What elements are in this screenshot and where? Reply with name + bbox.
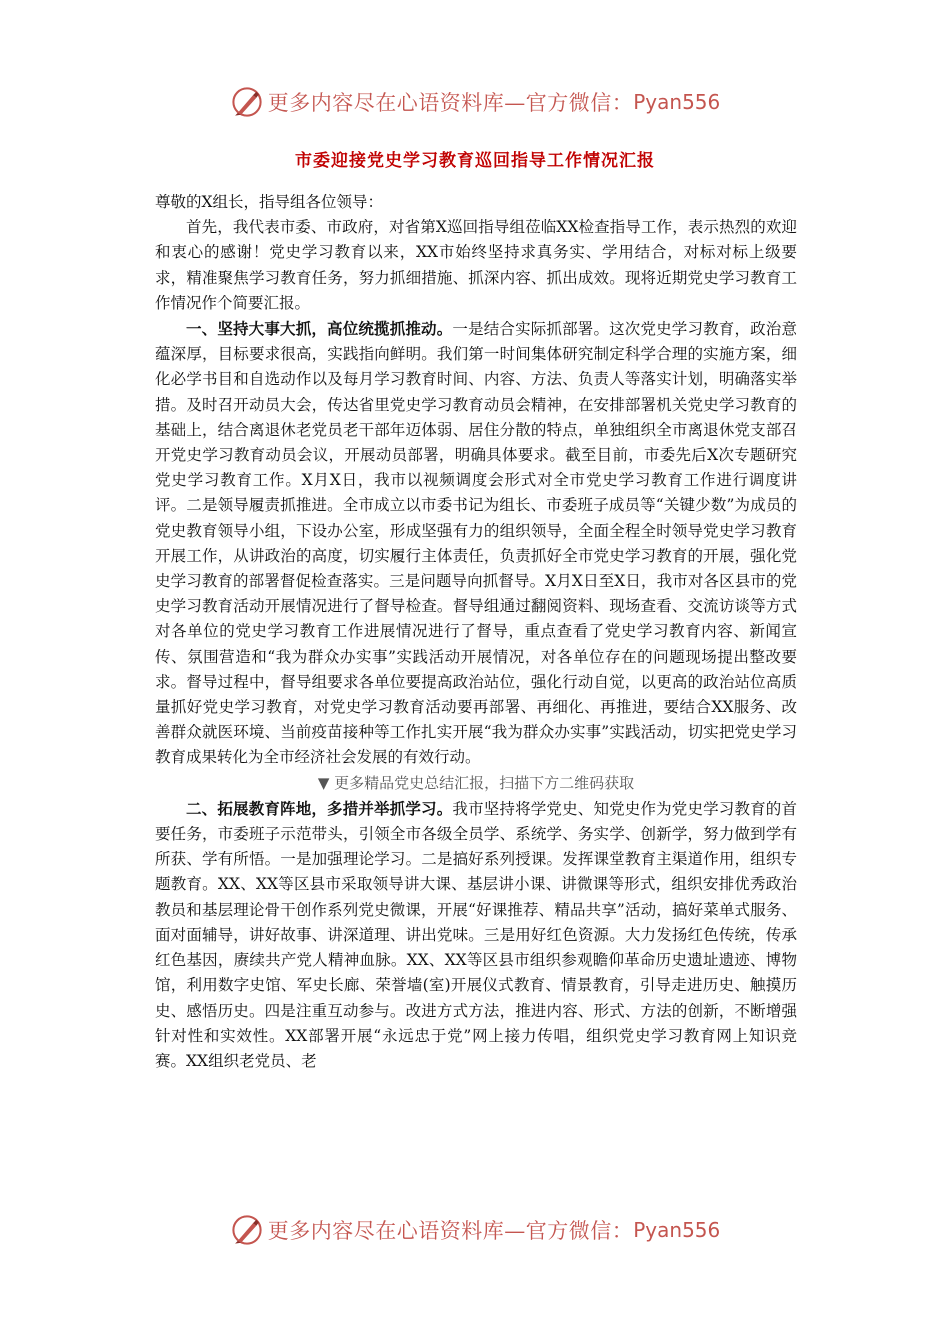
section-1-heading: 一、坚持大事大抓，高位统揽抓推动。: [186, 319, 453, 339]
banner-text: 更多内容尽在心语资料库—官方微信：: [267, 1219, 634, 1243]
pen-logo-icon: [230, 1213, 264, 1247]
document-title: 市委迎接党史学习教育巡回指导工作情况汇报: [295, 151, 655, 171]
section-1-paragraph: [155, 316, 797, 771]
document-body: [155, 190, 797, 1074]
salutation: 尊敬的X组长，指导组各位领导：: [155, 193, 384, 211]
footer-banner: [0, 1210, 950, 1250]
section-2-paragraph: [155, 796, 797, 1074]
header-banner: [0, 82, 950, 122]
qr-code-note: ▼ 更多精品党史总结汇报，扫描下方二维码获取: [317, 773, 635, 792]
intro-paragraph: 首先，我代表市委、市政府，对省第X巡回指导组莅临XX检查指导工作，表示热烈的欢迎和衷心的感谢！党史学习教育以来，XX市始终坚持求真务实、学用结合，对标对标上级要求，精准聚焦学习教育任务，努力抓细措施、抓深内容、抓出成效。现将近期党史学习教育工作情况作个简要汇报。: [155, 218, 797, 312]
banner-wechat-id: Pyan556: [633, 90, 721, 114]
banner-wechat-id: Pyan556: [633, 1218, 721, 1242]
section-2-heading: 二、拓展教育阵地，多措并举抓学习。: [186, 798, 453, 818]
section-2-body: 我市坚持将学党史、知党史作为党史学习教育的首要任务，市委班子示范带头，引领全市各级全员学、系统学、务实学、创新学，努力做到学有所获、学有所悟。一是加强理论学习。二是搞好系列授课。发挥课堂教育主渠道作用，组织专题教育。XX、XX等区县市采取领导讲大课、基层讲小课、讲微课等形式，组织安排优秀政治教员和基层理论骨干创作系列党史微课，开展“好课推荐、精品共享”活动，搞好菜单式服务、面对面辅导，讲好故事、讲深道理、讲出党味。三是用好红色资源。大力发扬红色传统，传承红色基因，赓续共产党人精神血脉。XX、XX等区县市组织参观瞻仰革命历史遗址遗迹、博物馆，利用数字史馆、军史长廊、荣誉墙(室)开展仪式教育、情景教育，引导走进历史、触摸历史、感悟历史。四是注重互动参与。改进方式方法，推进内容、形式、方法的创新，不断增强针对性和实效性。XX部署开展“永远忠于党”网上接力传唱，组织党史学习教育网上知识竞赛。XX组织老党员、老: [155, 799, 797, 1070]
banner-text: 更多内容尽在心语资料库—官方微信：: [267, 91, 634, 115]
section-1-body: 一是结合实际抓部署。这次党史学习教育，政治意蕴深厚，目标要求很高，实践指向鲜明。我们第一时间集体研究制定科学合理的实施方案，细化必学书目和自选动作以及每月学习教育时间、内容、方法、负责人等落实计划，明确落实举措。及时召开动员大会，传达省里党史学习教育动员会精神，在安排部署机关党史学习教育的基础上，结合离退休老党员老干部年迈体弱、居住分散的特点，单独组织全市离退休党支部召开党史学习教育动员会议，开展动员部署，明确具体要求。截至目前，市委先后X次专题研究党史学习教育工作。X月X日，我市以视频调度会形式对全市党史学习教育工作进行调度讲评。二是领导履责抓推进。全市成立以市委书记为组长、市委班子成员等“关键少数”为成员的党史教育领导小组，下设办公室，形成坚强有力的组织领导，全面全程全时领导党史学习教育开展工作，从讲政治的高度，切实履行主体责任，负责抓好全市党史学习教育的开展，强化党史学习教育的部署督促检查落实。三是问题导向抓督导。X月X日至X日，我市对各区县市的党史学习教育活动开展情况进行了督导检查。督导组通过翻阅资料、现场查看、交流访谈等方式对各单位的党史学习教育工作进展情况进行了督导，重点查看了党史学习教育内容、新闻宣传、氛围营造和“我为群众办实事”实践活动开展情况，对各单位存在的问题现场提出整改要求。督导过程中，督导组要求各单位要提高政治站位，强化行动自觉，以更高的政治站位高质量抓好党史学习教育，对党史学习教育活动要再部署、再细化、再推进，要结合XX服务、改善群众就医环境、当前疫苗接种等工作扎实开展“我为群众办实事”实践活动，切实把党史学习教育成果转化为全市经济社会发展的有效行动。: [155, 320, 797, 767]
pen-logo-icon: [230, 85, 264, 119]
